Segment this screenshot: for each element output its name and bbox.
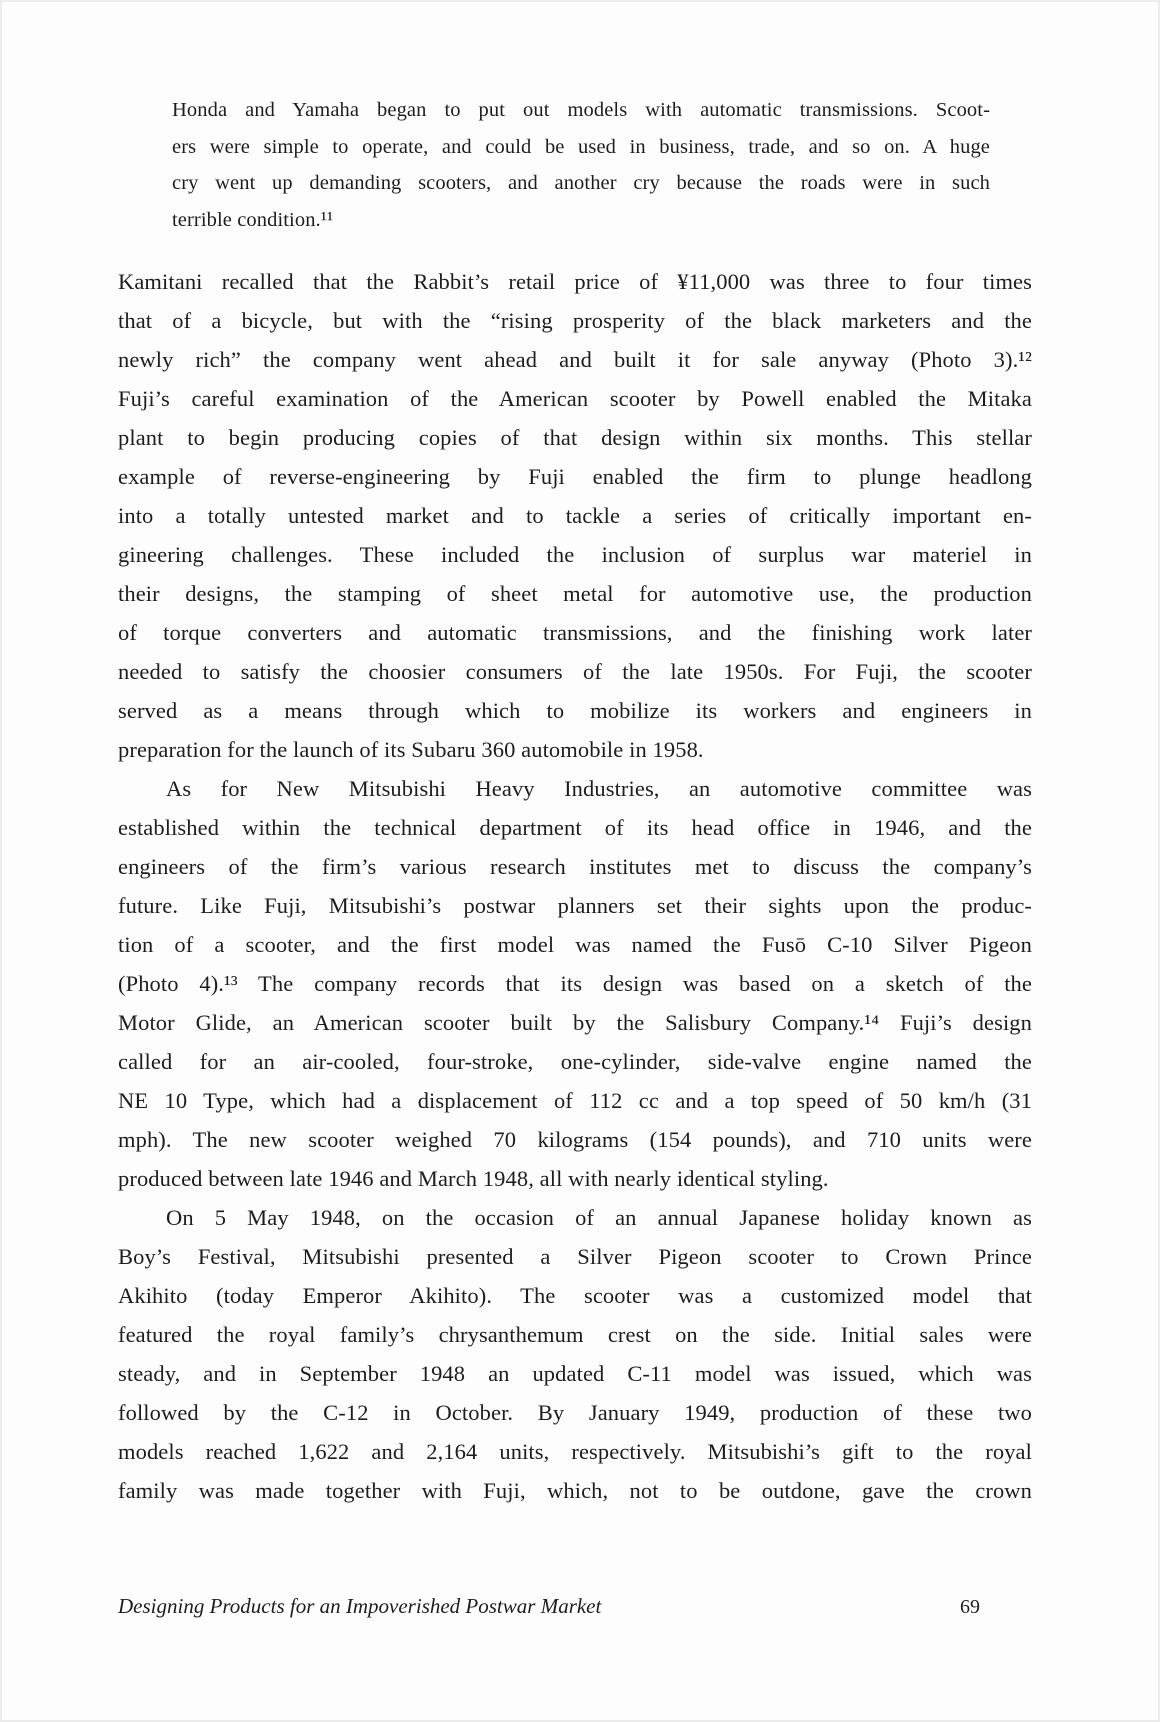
paragraph-1-line: that of a bicycle, but with the “rising prosperity of the black marketers and the <box>118 308 1032 333</box>
paragraph-2-line: As for New Mitsubishi Heavy Industries, an automotive committee was <box>166 776 1032 801</box>
paragraph-3-line: Boy’s Festival, Mitsubishi presented a Silver Pigeon scooter to Crown Prince <box>118 1244 1032 1269</box>
paragraph-1-line: preparation for the launch of its Subaru 360 automobile in 1958. <box>118 737 704 762</box>
paragraph-1 <box>118 262 1032 769</box>
paragraph-1-line: plant to begin producing copies of that design within six months. This stellar <box>118 425 1032 450</box>
paragraph-3-line: steady, and in September 1948 an updated C-11 model was issued, which was <box>118 1361 1032 1386</box>
paragraph-3 <box>118 1198 1032 1510</box>
paragraph-1-line: example of reverse-engineering by Fuji enabled the firm to plunge headlong <box>118 464 1032 489</box>
paragraph-3-line: followed by the C-12 in October. By January 1949, production of these two <box>118 1400 1032 1425</box>
paragraph-1-line: newly rich” the company went ahead and built it for sale anyway (Photo 3).¹² <box>118 347 1032 372</box>
paragraph-2-line: engineers of the firm’s various research institutes met to discuss the company’s <box>118 854 1032 879</box>
paragraph-3-line: models reached 1,622 and 2,164 units, respectively. Mitsubishi’s gift to the royal <box>118 1439 1032 1464</box>
paragraph-1-line: Kamitani recalled that the Rabbit’s retail price of ¥11,000 was three to four times <box>118 269 1032 294</box>
paragraph-2-line: (Photo 4).¹³ The company records that its design was based on a sketch of the <box>118 971 1032 996</box>
page-footer <box>118 1594 980 1619</box>
paragraph-1-line: served as a means through which to mobilize its workers and engineers in <box>118 698 1032 723</box>
paragraph-2-line: called for an air-cooled, four-stroke, one-cylinder, side-valve engine named the <box>118 1049 1032 1074</box>
paragraph-3-line: On 5 May 1948, on the occasion of an annual Japanese holiday known as <box>166 1205 1032 1230</box>
paragraph-3-line: family was made together with Fuji, which, not to be outdone, gave the crown <box>118 1478 1032 1503</box>
paragraph-1-line: of torque converters and automatic transmissions, and the finishing work later <box>118 620 1032 645</box>
page-number: 69 <box>960 1596 980 1618</box>
paragraph-2-line: established within the technical department of its head office in 1946, and the <box>118 815 1032 840</box>
paragraph-1-line: their designs, the stamping of sheet metal for automotive use, the production <box>118 581 1032 606</box>
paragraph-2-line: tion of a scooter, and the first model was named the Fusō C-10 Silver Pigeon <box>118 932 1032 957</box>
paragraph-2-line: produced between late 1946 and March 1948, all with nearly identical styling. <box>118 1166 829 1191</box>
running-footer-title: Designing Products for an Impoverished Postwar Market <box>118 1594 602 1618</box>
paragraph-3-line: featured the royal family’s chrysanthemum crest on the side. Initial sales were <box>118 1322 1032 1347</box>
paragraph-2-line: future. Like Fuji, Mitsubishi’s postwar planners set their sights upon the produc- <box>118 893 1032 918</box>
block-quotation <box>172 92 990 238</box>
blockquote-line: ers were simple to operate, and could be used in business, trade, and so on. A huge <box>172 135 990 158</box>
paragraph-1-line: gineering challenges. These included the inclusion of surplus war materiel in <box>118 542 1032 567</box>
paragraph-2-line: mph). The new scooter weighed 70 kilograms (154 pounds), and 710 units were <box>118 1127 1032 1152</box>
paragraph-1-line: into a totally untested market and to tackle a series of critically important en- <box>118 503 1032 528</box>
paragraph-1-line: Fuji’s careful examination of the American scooter by Powell enabled the Mitaka <box>118 386 1032 411</box>
paragraph-2-line: NE 10 Type, which had a displacement of 112 cc and a top speed of 50 km/h (31 <box>118 1088 1032 1113</box>
paragraph-2 <box>118 769 1032 1198</box>
blockquote-line: Honda and Yamaha began to put out models with automatic transmissions. Scoot- <box>172 99 990 121</box>
paragraph-2-line: Motor Glide, an American scooter built by the Salisbury Company.¹⁴ Fuji’s design <box>118 1010 1032 1035</box>
blockquote-line: cry went up demanding scooters, and another cry because the roads were in such <box>172 172 990 195</box>
paragraph-3-line: Akihito (today Emperor Akihito). The scooter was a customized model that <box>118 1283 1032 1308</box>
blockquote-line: terrible condition.¹¹ <box>172 208 334 231</box>
paragraph-1-line: needed to satisfy the choosier consumers of the late 1950s. For Fuji, the scooter <box>118 659 1032 684</box>
body-text <box>118 262 1032 1510</box>
